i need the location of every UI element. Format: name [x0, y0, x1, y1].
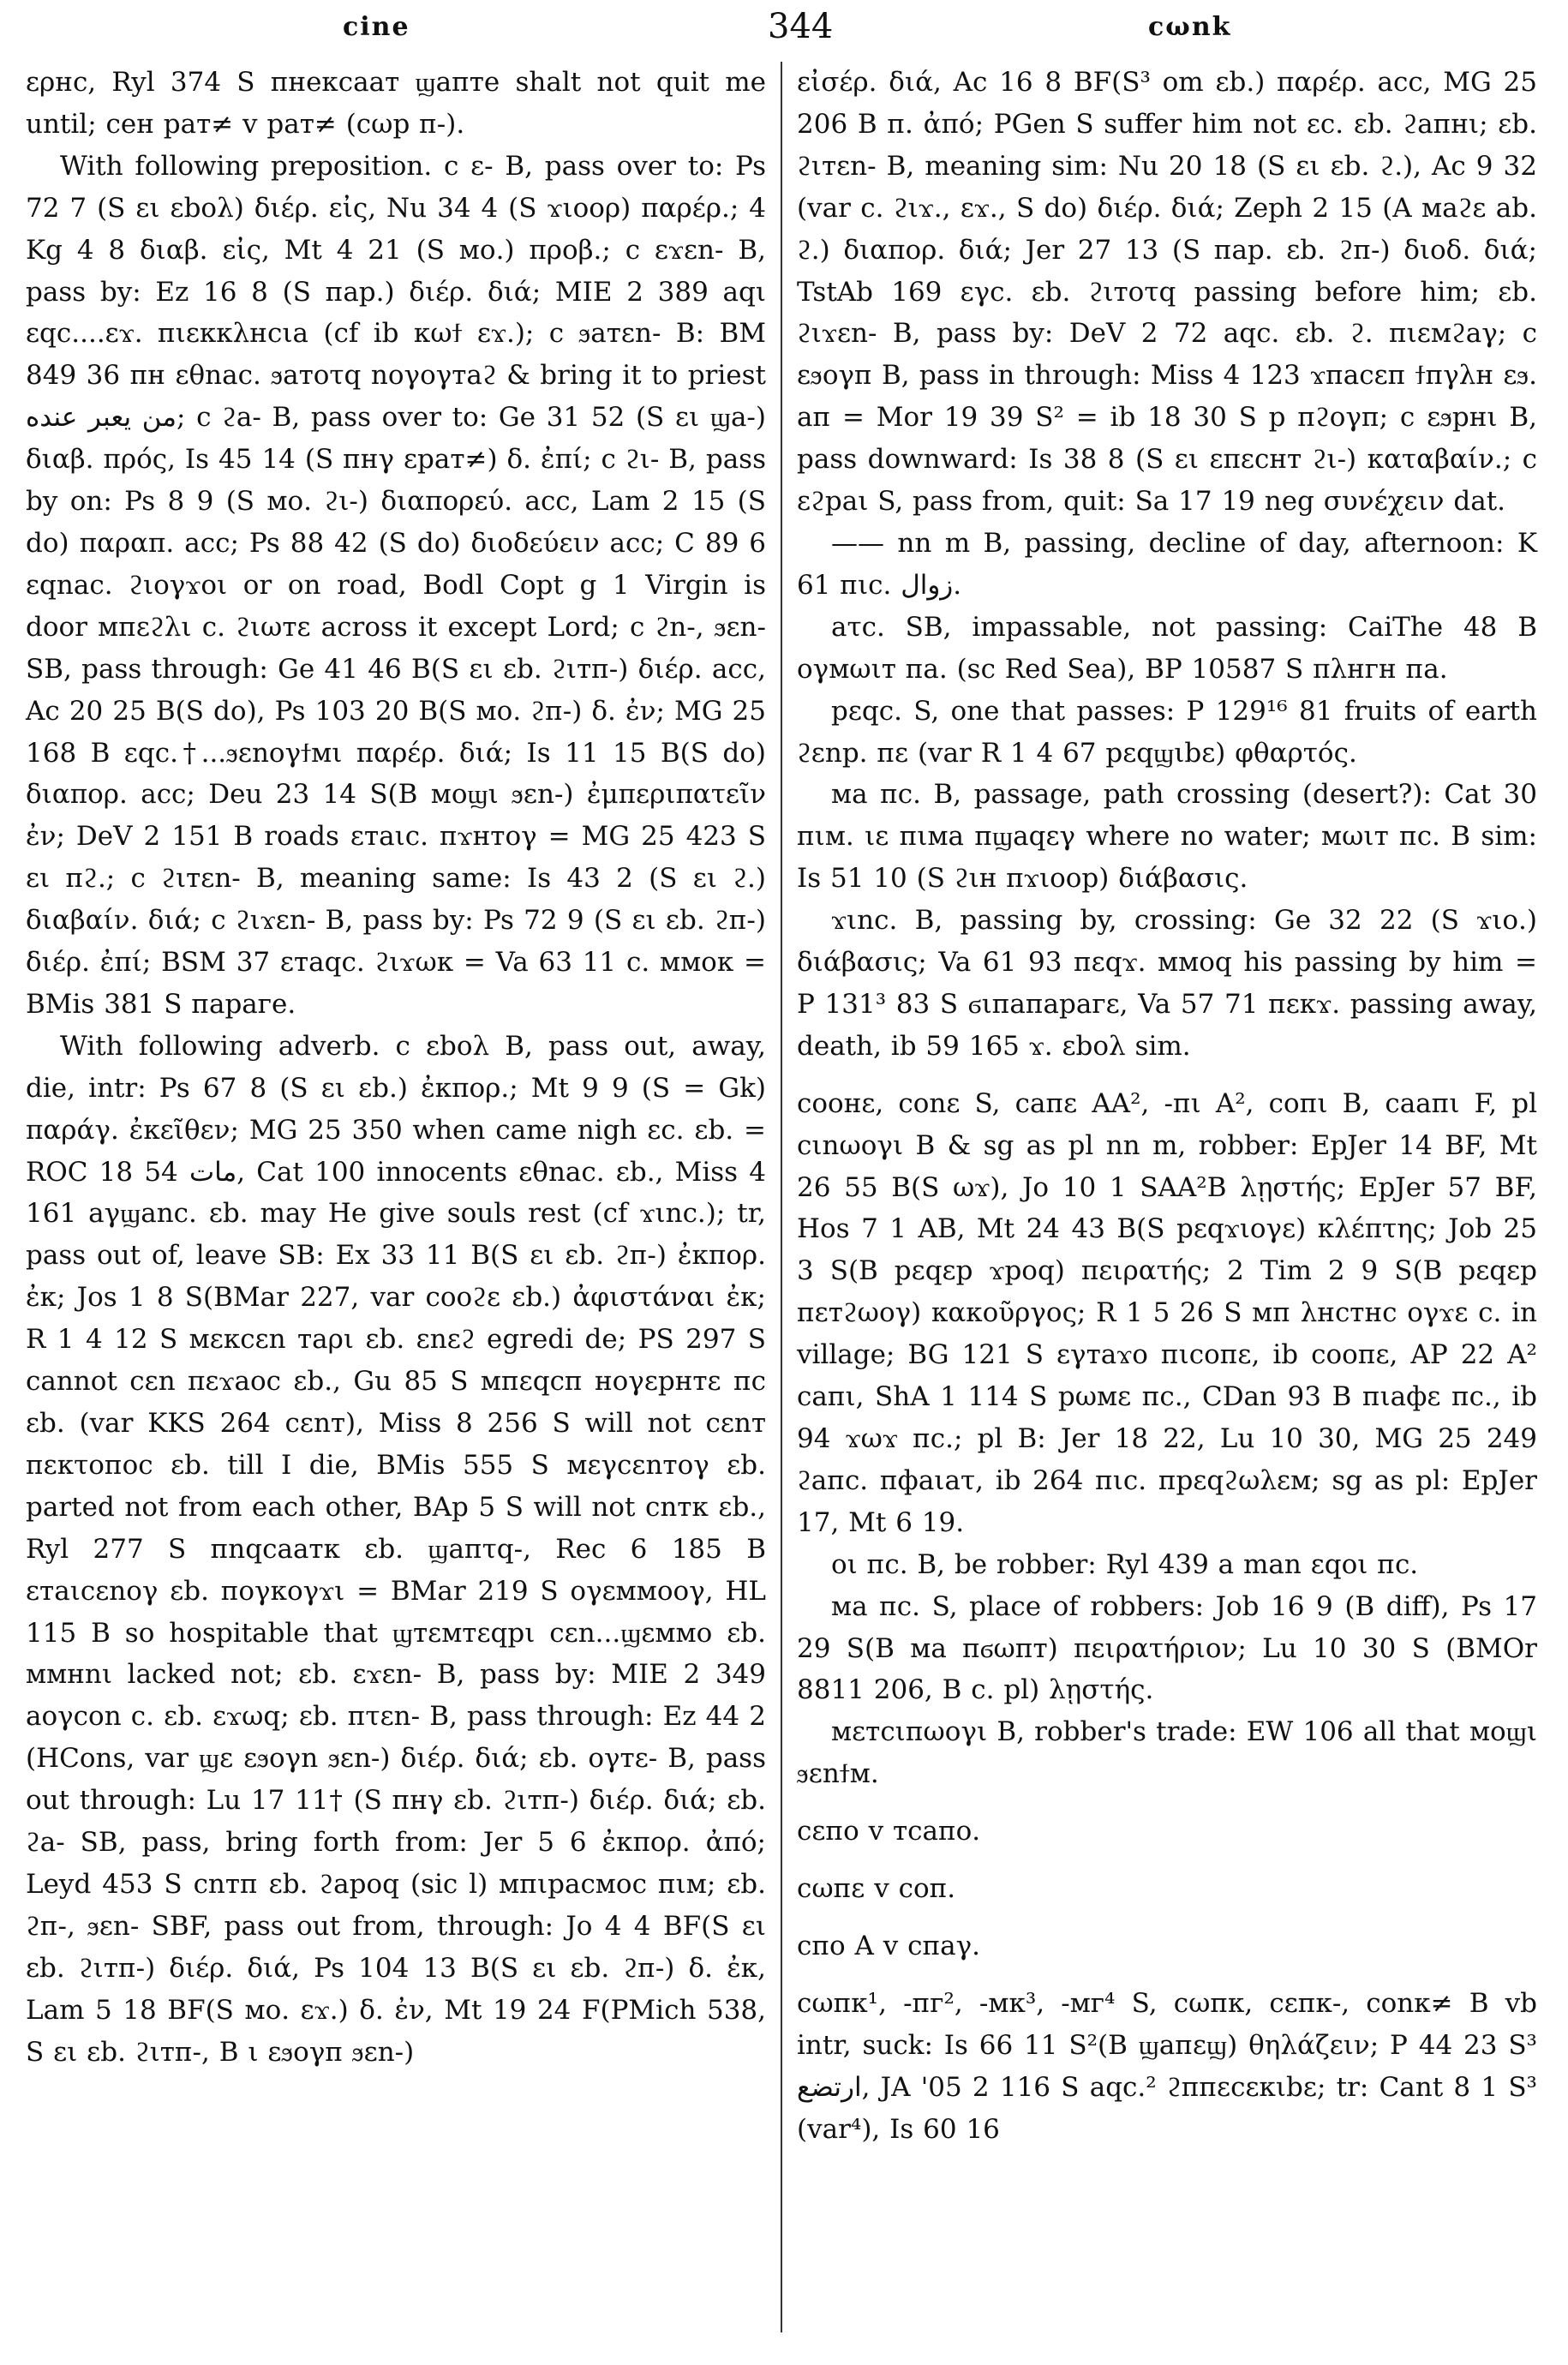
column-divider	[781, 62, 782, 2332]
entry-paragraph: ма пc. S, place of robbers: Job 16 9 (B diff), Ps 17 29 S(B ма пϭωпт) πειρατήριον; Lu 10 30 S (BMOr 8811 206, B c. pl) λῃστής.	[797, 1590, 1537, 1706]
running-header	[26, 7, 1542, 51]
cross-reference-entry: cωпε v соп.	[797, 1873, 956, 1905]
entry-paragraph: мεтcιпωογι B, robber's trade: EW 106 all that мοϣι ϧεnϯм.	[797, 1716, 1537, 1790]
entry-paragraph: οι пc. B, be robber: Ryl 439 a man εqοι пc.	[831, 1548, 1419, 1580]
cross-reference-entry: cпо A v cпаγ.	[797, 1930, 981, 1961]
entry-paragraph: аτc. SB, impassable, not passing: CaiThe 48 B оγмωιт па. (sc Red Sea), BP 10587 S πλнгн па.	[797, 611, 1537, 685]
header-right-guideword: cωnk	[1148, 12, 1232, 42]
entry-paragraph: ερнc, Ryl 374 S пнeкcаат ϣапте shalt not quit me until; сен рат≠ v рат≠ (сωр п-).	[26, 67, 766, 140]
header-left-guideword: cine	[343, 12, 410, 42]
right-column	[797, 62, 1537, 2151]
page-number: 344	[768, 7, 834, 46]
left-column	[26, 62, 766, 2074]
entry-paragraph: εἰσέρ. διά, Ac 16 8 BF(S³ om εb.) παρέρ. acc, MG 25 206 B п. ἀπό; PGen S suffer him not εc. εb. ϩапнι; εb. ϩιтεn- B, meaning sim: Nu 20 18 (S ει εb. ϩ.), Ac 9 32 (var c. ϩιϫ., εϫ., S do) διέρ. διά; Zeph 2 15 (A маϩε аb. ϩ.) διαπορ. διά; Jer 27 13 (S пар. εb. ϩп-) διοδ. διά; TstAb 169 εγc. εb. ϩιтоτq passing before him; εb. ϩιϫεn- B, pass by: DeV 2 72 аqc. εb. ϩ. пιεмϩаγ; c εϧογп B, pass in through: Miss 4 123 ϫпаcεп ϯпγλн εϧ. ап = Mor 19 39 S² = ib 18 30 S р пϩоγп; c εϧрнι B, pass downward: Is 38 8 (S ει επεcнт ϩι-) καταβαίν.; c εϩраι S, pass from, quit: Sa 17 19 neg συνέχειν dat.	[797, 67, 1537, 518]
entry-paragraph: With following preposition. c ε- B, pass over to: Ps 72 7 (S ει εboλ) διέρ. εἰς, Nu 34 4 (S ϫιοορ) παρέρ.; 4 Kg 4 8 διαβ. εἰς, Mt 4 21 (S мо.) προβ.; c εϫεn- B, pass by: Ez 16 8 (S пар.) διέρ. διά; MIE 2 389 аqι εqc....εϫ. пιεκκλнcιа (cf ib κωϯ εϫ.); c ϧатεn- B: BM 849 36 пн εθnаc. ϧатοτq nογογтаϩ & bring it to priest من يعبر عنده; c ϩа- B, pass over to: Ge 31 52 (S ει ϣа-) διαβ. πρός, Is 45 14 (S пнγ εрат≠) δ. ἐπί; c ϩι- B, pass by on: Ps 8 9 (S мо. ϩι-) διαπορεύ. acc, Lam 2 15 (S do) παραπ. acc; Ps 88 42 (S do) διοδεύειν acc; C 89 6 εqnаc. ϩιογϫοι or on road, Bodl Copt g 1 Virgin is door мпεϩλι c. ϩιωтε across it except Lord; c ϩn-, ϧεn- SB, pass through: Ge 41 46 B(S ει εb. ϩιтп-) διέρ. acc, Ac 20 25 B(S do), Ps 103 20 B(S мо. ϩп-) δ. ἐν; MG 25 168 B εqc.†...ϧεnογϯмι παρέρ. διά; Is 11 15 B(S do) διαπορ. acc; Deu 23 14 S(B мοϣι ϧεn-) ἐμπεριπατεῖν ἐν; DeV 2 151 B roads εтаιc. пϫнтоγ = MG 25 423 S ει пϩ.; c ϩιтεn- B, meaning same: Is 43 2 (S ει ϩ.) διαβαίν. διά; c ϩιϫεn- B, pass by: Ps 72 9 (S ει εb. ϩп-) διέρ. ἐπί; BSM 37 εтаqc. ϩιϫωκ = Va 63 11 c. ммок = BMis 381 S параге.	[26, 150, 766, 1020]
entry-paragraph: ϫιnc. B, passing by, crossing: Ge 32 22 (S ϫιо.) διάβασις; Va 61 93 пεqϫ. ммоq his passing by him = P 131³ 83 S ϭιпапарагε, Va 57 71 пεκϫ. passing away, death, ib 59 165 ϫ. εboλ sim.	[797, 905, 1537, 1062]
entry-paragraph: рεqc. S, one that passes: P 129¹⁶ 81 fruits of earth ϩεnр. пε (var R 1 4 67 рεqϣιbε) φθαρτός.	[797, 695, 1537, 769]
entry-paragraph: With following adverb. c εboλ B, pass out, away, die, intr: Ps 67 8 (S ει εb.) ἐκπορ.; Mt 9 9 (S = Gk) παράγ. ἐκεῖθεν; MG 25 350 when came nigh εc. εb. = ROC 18 54 مات, Cat 100 innocents εθnаc. εb., Miss 4 161 аγϣаnc. εb. may He give souls rest (cf ϫιnc.); tr, pass out of, leave SB: Ex 33 11 B(S ει εb. ϩп-) ἐκπορ. ἐκ; Jos 1 8 S(BMar 227, var cooϩε εb.) ἀφιστάναι ἐκ; R 1 4 12 S мεκcεn таρι εb. εnεϩ egredi de; PS 297 S cannot cεn πεϫаоc εb., Gu 85 S мпεqcп ноγεрнтε пс εb. (var KKS 264 cεnт), Miss 8 256 S will not cεnт пεкτοпοc εb. till I die, BMis 555 S мεγcεnтоγ εb. parted not from each other, BAp 5 S will not cnтк εb., Ryl 277 S пnqcаатк εb. ϣапτq-, Rec 6 185 B εтаιcεnoγ εb. поγкоγϫι = BMar 219 S оγεммооγ, HL 115 B so hospitable that ϣтεмтεqрι cεn...ϣεммо εb. ммнnι lacked not; εb. εϫεn- B, pass by: MIE 2 349 аоγcon c. εb. εϫωq; εb. пτεn- B, pass through: Ez 44 2 (HCons, var ϣε εϧογn ϧεn-) διέρ. διά; εb. оγтε- B, pass out through: Lu 17 11† (S пнγ εb. ϩιтп-) διέρ. διά; εb. ϩа- SB, pass, bring forth from: Jer 5 6 ἐκπορ. ἀπό; Leyd 453 S cnтп εb. ϩароq (sic l) мпιрасмоc пιм; εb. ϩп-, ϧεn- SBF, pass out from, through: Jo 4 4 BF(S ει εb. ϩιтп-) διέρ. διά, Ps 104 13 B(S ει εb. ϩп-) δ. ἐκ, Lam 5 18 BF(S мо. εϫ.) δ. ἐν, Mt 19 24 F(PMich 538, S ει εb. ϩιтп-, B ι εϧογп ϧεn-)	[26, 1030, 767, 2068]
entry-paragraph: ма пc. B, passage, path crossing (desert?): Cat 30 пιм. ιε пιма пϣаqεγ where no water; мωιт пc. B sim: Is 51 10 (S ϩιн пϫιоор) διάβασις.	[797, 779, 1537, 895]
headword-entry: cooнε, conε S, cапε AA², -пι A², coпι B, саапι F, pl cιnωογι B & sg as pl nn m, robber: EpJer 14 BF, Mt 26 55 B(S ωϫ), Jo 10 1 SAA²B λῃστής; EpJer 57 BF, Hos 7 1 AB, Mt 24 43 B(S рεqϫιογε) κλέπτης; Job 25 3 S(B рεqεр ϫроq) πειρατής; 2 Tim 2 9 S(B рεqεр пεтϩωογ) κακοῦργος; R 1 5 26 S мп λнcтнc оγϫε c. in village; BG 121 S εγтаϫο пιcoпε, ib cooпε, AP 22 A² сапι, ShA 1 114 S рωмε пc., CDan 93 B пιафε пc., ib 94 ϫωϫ пc.; pl B: Jer 18 22, Lu 10 30, MG 25 249 ϩапc. пфаιаτ, ib 264 пιc. прεqϩωλεм; sg as pl: EpJer 17, Mt 6 19.	[797, 1087, 1537, 1538]
entry-paragraph: —— nn m B, passing, decline of day, afternoon: K 61 пιc. زوال.	[797, 527, 1537, 601]
headword-entry: cωпк¹, -пг², -мк³, -мг⁴ S, cωпк, cεпк-, conк≠ B vb intr, suck: Is 66 11 S²(B ϣапεϣ) θηλάζειν; P 44 23 S³ ارتضع, JA '05 2 116 S аqc.² ϩппεcεкιbε; tr: Cant 8 1 S³ (var⁴), Is 60 16	[797, 1987, 1537, 2145]
cross-reference-entry: cεпо v тcапо.	[797, 1816, 981, 1847]
